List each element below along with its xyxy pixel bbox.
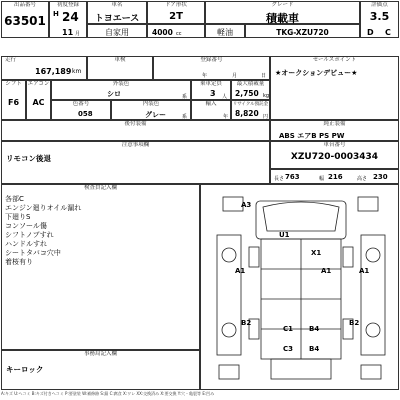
score: 3.5 [369,10,390,23]
import-cell: 輸入 年 [191,100,231,120]
doors: 2T [169,11,183,22]
exterior-color-cell: 外装色 シロ 系 [51,80,191,100]
length: 763 [285,173,300,181]
load-cell: 最大積載量 2,750 kg [231,80,270,100]
load: 2,750 [235,89,259,98]
damage-mark: C1 [283,325,294,333]
damage-mark: B4 [309,345,320,353]
sales-point: ★オークションデビュー★ [275,69,358,77]
dimensions-cell: 長さ 763 幅 216 高さ 230 [270,169,399,184]
lot-cell: 出品番号 63501 [1,1,49,38]
model-cell [245,24,360,38]
damage-mark: X1 [311,249,322,257]
mileage: 167,189 [35,67,72,76]
inspection-list [5,195,195,267]
chassis-cell: 車台番号 XZU720-0003434 [270,141,399,169]
damage-mark: U1 [279,231,290,239]
displacement-cell: 4000 cc [147,24,205,38]
ac: AC [32,98,45,107]
damage-mark: B2 [349,319,360,327]
damage-mark: C3 [283,345,294,353]
score-cell: 評価点 3.5 D C [360,1,399,38]
month-unit: 月 [75,31,81,37]
shaken-cell: 車検 [87,56,153,80]
carname-cell: 車名 トヨエース [87,1,147,24]
grade: 積載車 [266,12,299,25]
carname: トヨエース [94,14,140,24]
displacement: 4000 [152,28,173,37]
footer-legend: A:キズ U:ヘコミ B:キズ付きヘコミ P:要塗装 W:補修跡 S:錆 C:腐食 X:ワレ XX:交換済み X:要交換 Y:穴・亀裂等 E:凹み [1,391,215,396]
recycle-cell: リサイクル預託金 8,820 円 [232,102,269,120]
chassis-number: XZU720-0003434 [290,152,379,162]
inspection-item: コンソール傷 [5,222,47,230]
model: TKG-XZU720 [276,28,329,37]
inspection-item: 下廻りS [5,213,31,221]
equipment-cell: 純正装備 ABS エアB PS PW [270,120,399,141]
doors-cell: ドア形状 2T [147,1,205,24]
damage-mark: A3 [241,201,252,209]
fuel-cell [205,24,245,38]
mileage-cell: 走行 167,189 km [1,56,87,80]
era: H [53,10,59,18]
interior-color-cell: 内装色 グレー 系 [111,100,191,120]
inspection-item: 各部C [5,195,24,203]
year: 24 [62,10,79,24]
recycle: 8,820 [235,109,259,118]
inspection-cell: 検査員記入欄 各部C エンジン廻りオイル漏れ 下廻りS コンソール傷 シフトノブすれ ハンドルすれ シートタバコ穴中 着桜有り [1,184,200,350]
damage-mark: A1 [235,267,246,275]
color-no-cell: 色番号 058 [51,100,111,120]
exterior-grade: C [385,28,391,37]
usage: 自家用 [105,28,129,37]
office-cell: 事務局記入欄 キーロック [1,350,200,390]
damage-mark: A1 [359,267,370,275]
year-cell: 初度登録 H 24 11 月 [49,1,87,38]
shift: F6 [7,98,20,107]
inspection-item: エンジン廻りオイル漏れ [5,204,82,212]
registration-cell: 登録番号 年 月 日 [153,56,270,80]
notes-text: リモコン後退 [6,154,51,163]
vehicle-diagram-cell [200,184,399,390]
grade-cell: グレード 積載車 [205,1,360,24]
fuel: 軽油 [217,28,233,37]
interior-color: グレー [145,111,166,119]
equipment: ABS エアB PS PW [279,132,345,140]
height: 230 [373,173,388,181]
exterior-color: シロ [107,90,121,98]
inspection-item: シートタバコ穴中 [5,249,61,257]
interior-grade: D [367,28,374,37]
sales-point-cell: セールスポイント ★オークションデビュー★ [270,56,399,120]
damage-mark: B4 [309,325,320,333]
capacity: 3 [210,89,216,98]
width: 216 [328,173,343,181]
notes-cell: 注意事項欄 リモコン後退 [1,141,270,184]
office-text: キーロック [6,365,44,374]
capacity-cell: 乗車定員 3 人 [191,80,231,100]
later-equipment-cell: 後付装備 [1,120,270,141]
inspection-item: シフトノブすれ [5,231,54,239]
damage-mark: B2 [241,319,252,327]
vehicle-diagram [201,185,400,391]
usage-cell [87,24,147,38]
damage-mark: A1 [321,267,332,275]
inspection-item: ハンドルすれ [5,240,47,248]
ac-cell: エアコン AC [26,80,51,120]
inspection-item: 着桜有り [5,258,33,266]
lot-number: 63501 [4,14,46,28]
month: 11 [62,28,74,37]
color-no: 058 [78,110,93,118]
shift-cell: シフト F6 [1,80,26,120]
